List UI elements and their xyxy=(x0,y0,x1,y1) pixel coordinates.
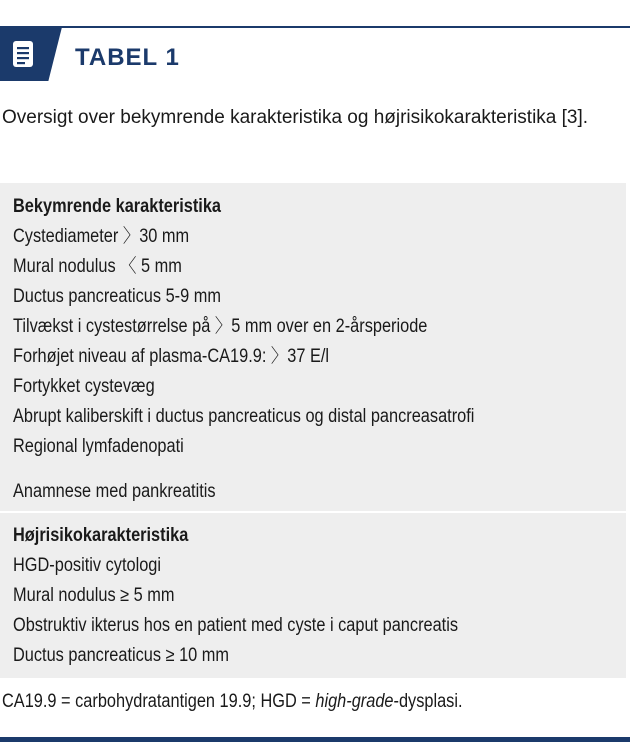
footnote xyxy=(2,691,463,713)
high-risk-heading: Højrisikokarakteristika xyxy=(13,525,189,546)
footnote-text-end: -dysplasi. xyxy=(393,691,463,712)
list-item: Mural nodulus 〈 5 mm xyxy=(13,256,182,277)
table-badge xyxy=(0,27,62,81)
list-item: Ductus pancreaticus ≥ 10 mm xyxy=(13,645,230,666)
list-item: Regional lymfadenopati xyxy=(13,436,184,457)
list-item: Anamnese med pankreatitis xyxy=(13,481,216,502)
footnote-italic: high-grade xyxy=(315,691,394,712)
footnote-text: CA19.9 = carbohydratantigen 19.9; HGD = xyxy=(2,691,316,712)
list-item: Obstruktiv ikterus hos en patient med cyste i caput pancreatis xyxy=(13,615,459,636)
top-rule xyxy=(0,26,630,28)
list-item: Abrupt kaliberskift i ductus pancreaticus og distal pancreasatrofi xyxy=(13,406,475,427)
worrisome-heading: Bekymrende karakteristika xyxy=(13,196,222,217)
list-item: Ductus pancreaticus 5-9 mm xyxy=(13,286,221,307)
list-item: Forhøjet niveau af plasma-CA19.9: 〉37 E/l xyxy=(13,346,330,367)
document-icon xyxy=(11,40,35,68)
table-title: TABEL 1 xyxy=(75,44,180,71)
list-item: Tilvækst i cystestørrelse på 〉5 mm over en 2-årsperiode xyxy=(13,316,428,337)
list-item: Cystediameter 〉30 mm xyxy=(13,226,190,247)
bottom-rule xyxy=(0,737,630,742)
list-item: HGD-positiv cytologi xyxy=(13,555,162,576)
list-item: Fortykket cystevæg xyxy=(13,376,155,397)
list-item: Mural nodulus ≥ 5 mm xyxy=(13,585,175,606)
table-caption: Oversigt over bekymrende karakteristika og højrisikokarakteristika [3]. xyxy=(2,107,589,128)
